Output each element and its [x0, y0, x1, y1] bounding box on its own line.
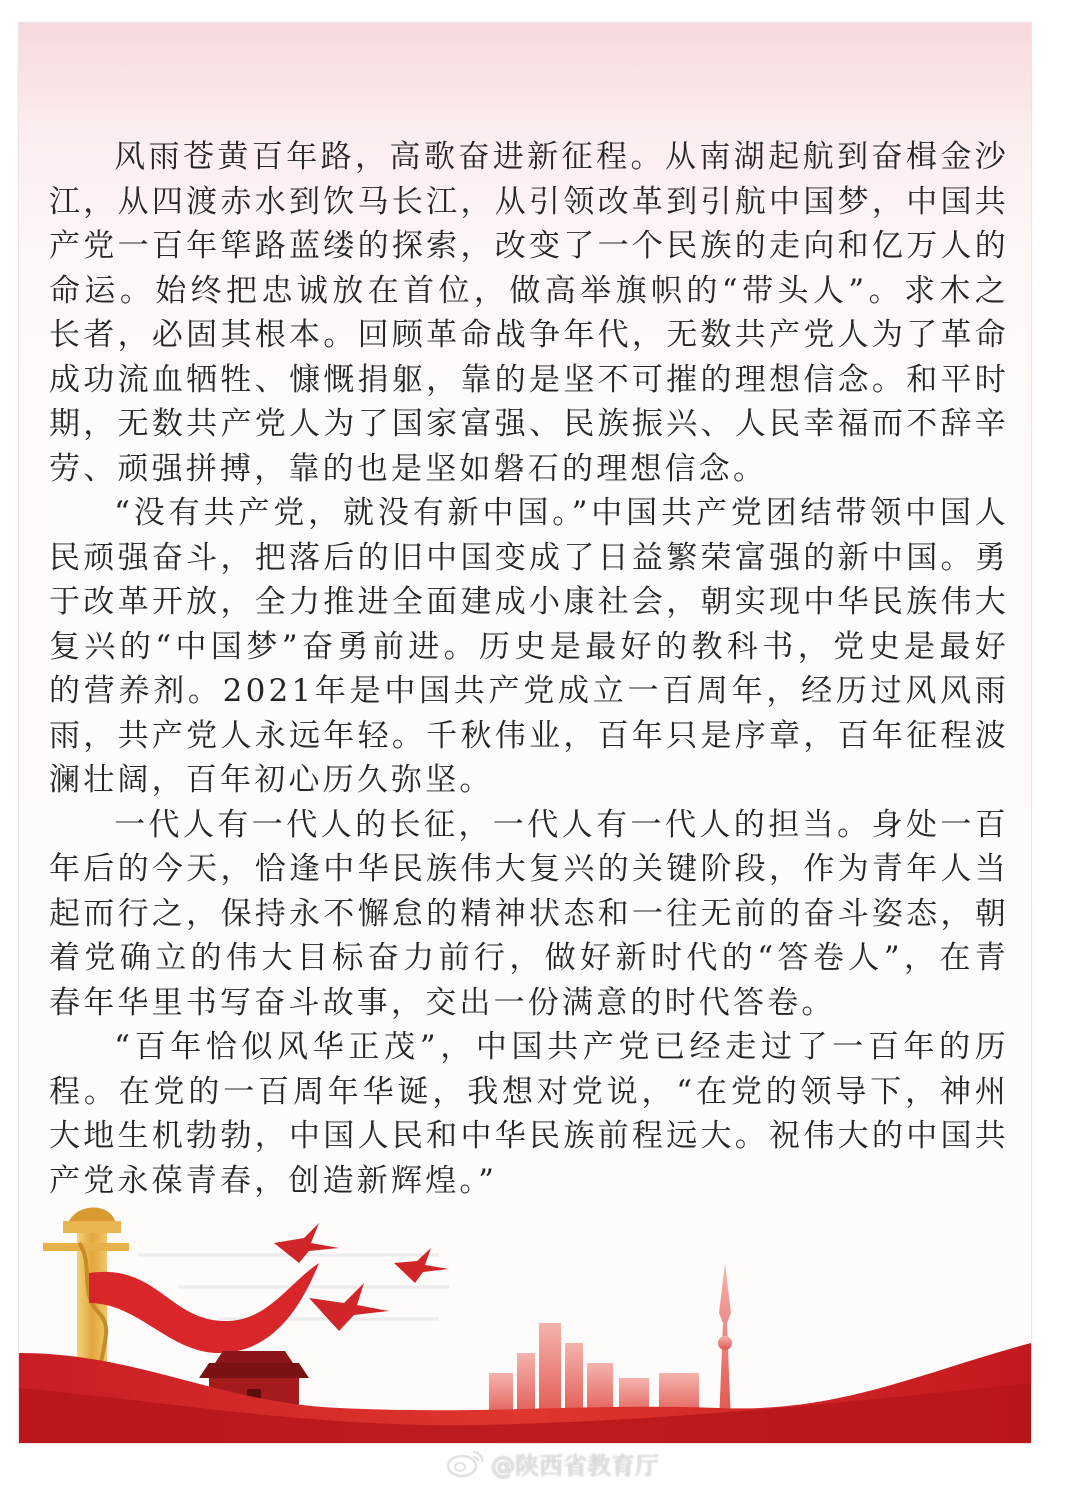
letter-paper	[18, 22, 1032, 1444]
paragraph-4: “百年恰似风华正茂”，中国共产党已经走过了一百年的历程。在党的一百周年华诞，我想对党说，“在党的领导下，神州大地生机勃勃，中国人民和中华民族前程远大。祝伟大的中国共产党永葆青春，创造新辉煌。”	[49, 1029, 1009, 1199]
paragraph-1: 风雨苍黄百年路，高歌奋进新征程。从南湖起航到奋楫金沙江，从四渡赤水到饮马长江，从引领改革到引航中国梦，中国共产党一百年筚路蓝缕的探索，改变了一个民族的走向和亿万人的命运。始终把忠诚放在首位，做高举旗帜的“带头人”。求木之长者，必固其根本。回顾革命战争年代，无数共产党人为了革命成功流血牺牲、慷慨捐躯，靠的是坚不可摧的理想信念。和平时期，无数共产党人为了国家富强、民族振兴、人民幸福而不辞辛劳、顽强拼搏，靠的也是坚如磐石的理想信念。	[49, 139, 1009, 487]
city-skyline	[489, 1263, 732, 1423]
footer-art	[19, 1203, 1031, 1443]
paragraph-3: 一代人有一代人的长征，一代人有一代人的担当。身处一百年后的今天，恰逢中华民族伟大复兴的关键阶段，作为青年人当起而行之，保持永不懈怠的精神状态和一往无前的奋斗姿态，朝着党确立的伟大目标奋力前行，做好新时代的“答卷人”，在青春年华里书写奋斗故事，交出一份满意的时代答卷。	[49, 806, 1009, 1021]
watermark-text: @陕西省教育厅	[491, 1451, 659, 1480]
decorative-footer-illustration	[19, 1203, 1031, 1443]
dove-icons	[274, 1223, 449, 1331]
essay-body	[49, 135, 1009, 1203]
red-ribbon	[89, 1263, 319, 1353]
paragraph-2: “没有共产党，就没有新中国。”中国共产党团结带领中国人民顽强奋斗，把落后的旧中国变成了日益繁荣富强的新中国。勇于改革开放，全力推进全面建成小康社会，朝实现中华民族伟大复兴的“中国梦”奋勇前进。历史是最好的教科书，党史是最好的营养剂。2021年是中国共产党成立一百周年，经历过风风雨雨，共产党人永远年轻。千秋伟业，百年只是序章，百年征程波澜壮阔，百年初心历久弥坚。	[49, 495, 1009, 798]
weibo-watermark	[445, 1445, 659, 1481]
weibo-logo-icon	[445, 1448, 485, 1478]
